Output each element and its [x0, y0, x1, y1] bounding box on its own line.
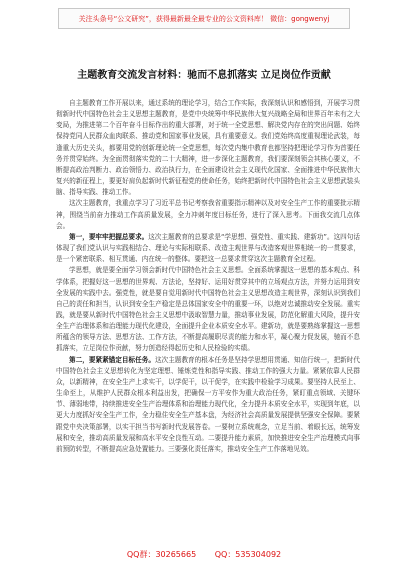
paragraph-text: 自主题教育工作开展以来，通过系统的理论学习，结合工作实际，我深刻认识和感悟到，开展学习贯彻新时代中国特色社会主义思想主题教育，是党中央统筹中华民族伟大复兴战略全局和世界百年未有之大变局，为推进第二个百年奋斗目标作出的重大部署，对于统一全党思想、解决党内存在的突出问题、始终保持党同人民群众血肉联系、推动党和国家事业发展，具有重要意义。我们党始终高度重视理论武装，每逢重大历史关头，都要用党的创新理论统一全党思想，每次党内集中教育也都坚持把理论学习作为首要任务并贯穿始终。为全面贯彻落实党的二十大精神，进一步深化主题教育，我们要深刻领会其核心要义，不断提高政治判断力、政治领悟力、政治执行力，在全面建设社会主义现代化国家、全面推进中华民族伟大复兴的新征程上，要更好肩负起新时代新征程党的使命任务，始终把新时代中国特色社会主义思想武装头脑、指导实践、推动工作。 — [56, 99, 360, 197]
paragraph-lead: 第一，要牢牢把握总要求。 — [69, 232, 149, 241]
paragraph-lead: 第二，要紧紧锚定目标任务。 — [69, 355, 155, 364]
banner-text: 关注头条号“公文研究”，获得最新最全最专业的公文资料库！ 微信：gongwenyj — [78, 14, 330, 23]
footer-contacts — [0, 549, 408, 560]
paragraph-point-1 — [56, 232, 360, 265]
paragraph-text: 这次主题教育的根本任务是坚持学思想用贯通、知信行统一，把新时代中国特色社会主义思想转化为坚定理想、锤炼党性和指导实践、推动工作的强大力量。紧紧依靠人民群众，以新精神，在安全生产上求实干，以学促干，以干促学，在实践中检验学习成果。要坚持人民至上、生命至上，从维护人民群众根本利益出发，把确保一方平安作为重大政治任务，紧盯重点领域、关键环节、薄弱地带，持续推进安全生产治理体系和治理能力现代化，全力提升本质安全水平，实现到年底，以更大力度抓好安全生产工作，全力稳住安全生产基本盘，为经济社会高质量发展提供坚强安全保障。要紧跟党中央决策部署，以实干担当书写新时代发展答卷。一要树立系统观念，立足当前、着眼长远，统筹发展和安全，推动高质量发展和高水平安全良性互动。二要提升能力素质，加快推进安全生产治理模式向事前预防转型，不断提高应急处置能力。三要强化责任落实，推动安全生产工作落地见效。 — [56, 355, 360, 453]
paragraph-text: 这次主题教育的总要求是“学思想、强党性、重实践、建新功”。这四句话体现了我们党认识与实践相结合、理论与实际相联系、改造主观世界与改造客观世界相统一的一贯要求，是一个紧密联系、相互贯通、内在统一的整体。要把这一总要求贯穿这次主题教育全过程。 — [56, 232, 360, 264]
paragraph-intro-2 — [56, 198, 360, 231]
paragraph-text: 这次主题教育，我重点学习了习近平总书记考察我省重要指示精神以及对安全生产工作的重要批示精神，围绕当前奋力推动工作高质量发展，全力冲刺年度目标任务，进行了深入思考。下面我交流几点体会。 — [56, 199, 360, 230]
paragraph-text: 学思想，就是要全面学习领会新时代中国特色社会主义思想。全面系统掌握这一思想的基本观点、科学体系，把握好这一思想的世界观、方法论，坚持好、运用好贯穿其中的立场观点方法，并努力运用到安全发展的实践中去。强党性，就是要自觉用新时代中国特色社会主义思想改造主观世界，深刻认识到我们自己的责任和担当，认识到安全生产稳定是总体国家安全中的重要一环，以绝对忠诚推动安全发展。重实践，就是要从新时代中国特色社会主义思想中汲取智慧力量，推动事业发展，防范化解重大风险，提升安全生产治理体系和治理能力现代化建设，全面提升企业本质安全水平。建新功，就是要熟练掌握这一思想所蕴含的领导方法、思想方法、工作方法，不断提高履职尽责的能力和水平，凝心聚力促发展，驰而不息抓落实，立足岗位作贡献，努力创造经得起历史和人民检验的实绩。 — [56, 266, 360, 353]
paragraph-intro-1 — [56, 98, 360, 198]
paragraph-point-1-detail — [56, 265, 360, 354]
document-body — [56, 98, 360, 534]
document-title: 主题教育交流发言材料：驰而不息抓落实 立足岗位作贡献 — [77, 70, 331, 81]
paragraph-point-2 — [56, 355, 360, 455]
header-banner — [58, 8, 350, 29]
footer-qq-contact: QQ：535304092 — [214, 550, 282, 559]
footer-qq-group: QQ群：30265665 — [126, 550, 197, 559]
